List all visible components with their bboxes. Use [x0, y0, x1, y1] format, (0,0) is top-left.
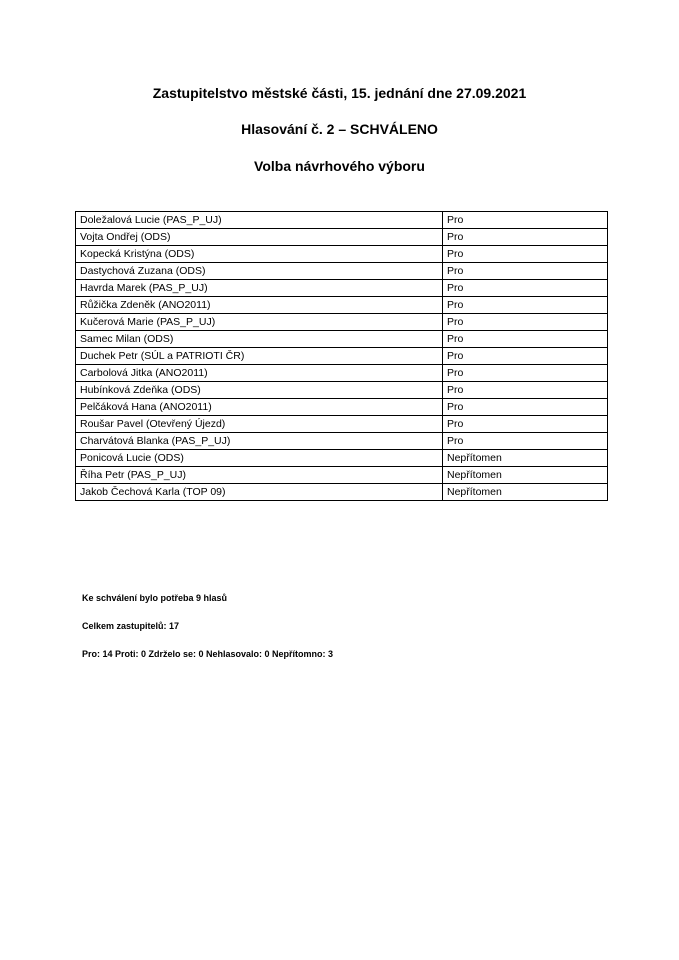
table-row — [76, 433, 608, 450]
vote-result-heading: Hlasování č. 2 – SCHVÁLENO — [241, 121, 438, 137]
vote-results-text: Pro: 14 Proti: 0 Zdrželo se: 0 Nehlasovalo: 0 Nepřítomno: 3 — [82, 649, 334, 659]
member-name-cell: Dastychová Zuzana (ODS) — [76, 263, 443, 280]
member-vote-cell: Pro — [443, 263, 608, 280]
table-row — [76, 314, 608, 331]
member-vote-cell: Pro — [443, 382, 608, 399]
table-row — [76, 280, 608, 297]
member-name-cell: Pelčáková Hana (ANO2011) — [76, 399, 443, 416]
total-members-text: Celkem zastupitelů: 17 — [82, 621, 180, 631]
member-vote-cell: Pro — [443, 433, 608, 450]
document-title: Zastupitelstvo městské části, 15. jednání dne 27.09.2021 — [152, 85, 527, 101]
table-row — [76, 263, 608, 280]
member-vote-cell: Pro — [443, 399, 608, 416]
member-name-cell: Vojta Ondřej (ODS) — [76, 229, 443, 246]
member-vote-cell: Pro — [443, 280, 608, 297]
member-vote-cell: Pro — [443, 331, 608, 348]
table-row — [76, 450, 608, 467]
member-vote-cell: Nepřítomen — [443, 450, 608, 467]
table-row — [76, 212, 608, 229]
member-name-cell: Samec Milan (ODS) — [76, 331, 443, 348]
table-row — [76, 331, 608, 348]
member-name-cell: Roušar Pavel (Otevřený Újezd) — [76, 416, 443, 433]
member-vote-cell: Pro — [443, 212, 608, 229]
votes-table — [75, 211, 608, 501]
member-name-cell: Ponicová Lucie (ODS) — [76, 450, 443, 467]
member-vote-cell: Nepřítomen — [443, 484, 608, 501]
table-row — [76, 467, 608, 484]
required-votes-text: Ke schválení bylo potřeba 9 hlasů — [82, 593, 228, 603]
member-name-cell: Hubínková Zdeňka (ODS) — [76, 382, 443, 399]
member-vote-cell: Pro — [443, 246, 608, 263]
member-name-cell: Charvátová Blanka (PAS_P_UJ) — [76, 433, 443, 450]
member-name-cell: Růžička Zdeněk (ANO2011) — [76, 297, 443, 314]
table-row — [76, 382, 608, 399]
member-name-cell: Kopecká Kristýna (ODS) — [76, 246, 443, 263]
member-vote-cell: Pro — [443, 416, 608, 433]
table-row — [76, 246, 608, 263]
member-name-cell: Jakob Čechová Karla (TOP 09) — [76, 484, 443, 501]
member-vote-cell: Pro — [443, 348, 608, 365]
member-vote-cell: Pro — [443, 297, 608, 314]
member-vote-cell: Pro — [443, 365, 608, 382]
member-name-cell: Carbolová Jitka (ANO2011) — [76, 365, 443, 382]
table-row — [76, 297, 608, 314]
member-name-cell: Doležalová Lucie (PAS_P_UJ) — [76, 212, 443, 229]
member-name-cell: Duchek Petr (SÚL a PATRIOTI ČR) — [76, 348, 443, 365]
table-row — [76, 484, 608, 501]
member-vote-cell: Pro — [443, 229, 608, 246]
table-row — [76, 365, 608, 382]
table-row — [76, 229, 608, 246]
votes-table-body — [76, 212, 608, 501]
member-name-cell: Havrda Marek (PAS_P_UJ) — [76, 280, 443, 297]
member-vote-cell: Pro — [443, 314, 608, 331]
member-name-cell: Říha Petr (PAS_P_UJ) — [76, 467, 443, 484]
table-row — [76, 348, 608, 365]
vote-subject-heading: Volba návrhového výboru — [254, 158, 425, 174]
table-row — [76, 399, 608, 416]
table-row — [76, 416, 608, 433]
member-name-cell: Kučerová Marie (PAS_P_UJ) — [76, 314, 443, 331]
member-vote-cell: Nepřítomen — [443, 467, 608, 484]
